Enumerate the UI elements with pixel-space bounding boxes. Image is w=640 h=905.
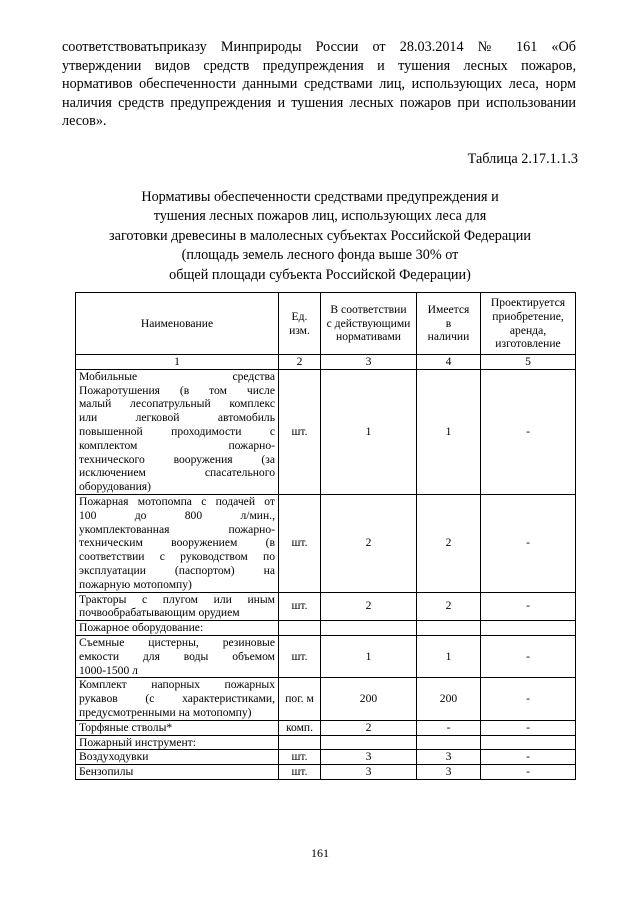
item-unit: пог. м	[279, 678, 321, 720]
item-name-line: укомплектованная пожарно-	[79, 522, 275, 536]
item-name-line: Пожарное оборудование:	[79, 621, 204, 635]
title-line: тушения лесных пожаров лиц, использующих леса для	[153, 208, 487, 225]
header-available-line: в	[445, 316, 452, 330]
item-unit: комп.	[279, 720, 321, 735]
column-number: 5	[481, 355, 576, 370]
table-row	[76, 678, 576, 720]
item-name-line: соответствии с руководством по	[79, 550, 275, 564]
item-unit	[279, 735, 321, 750]
intro-line: нормативов обеспеченности данными средствами лиц, использующих леса, норм	[62, 76, 576, 93]
item-name	[76, 720, 279, 735]
intro-line: утверждении видов средств предупреждения и тушения лесных пожаров,	[62, 57, 576, 74]
table-row	[76, 720, 576, 735]
item-name-line: Съемные цистерны, резиновые	[79, 635, 275, 649]
table-row	[76, 735, 576, 750]
column-number: 4	[417, 355, 481, 370]
item-name	[76, 621, 279, 636]
header-available-line: наличии	[427, 330, 470, 344]
item-unit	[279, 621, 321, 636]
title-line: общей площади субъекта Российской Федерации)	[169, 266, 471, 283]
item-planned: -	[481, 635, 576, 677]
item-name-line: 100 до 800 л/мин.,	[79, 508, 275, 522]
item-name-line: Тракторы с плугом или иным	[79, 592, 275, 606]
item-name-line: техническим вооружением (в	[79, 536, 275, 550]
item-available: 200	[417, 678, 481, 720]
header-norm-line: В соответствии	[330, 302, 407, 316]
item-available: 3	[417, 765, 481, 780]
intro-line: лесов».	[62, 113, 107, 130]
item-name-line: комплектом пожарно-	[79, 438, 275, 452]
item-planned	[481, 621, 576, 636]
header-row	[76, 293, 576, 355]
norms-table	[75, 292, 576, 780]
item-norm: 1	[321, 369, 417, 494]
intro-line: соответствоватьприказу Минприроды России от 28.03.2014 № 161 «Об	[62, 39, 576, 55]
item-available: 2	[417, 592, 481, 621]
item-name	[76, 750, 279, 765]
item-name-line: предусмотренными на мотопомпу)	[79, 705, 252, 719]
item-unit: шт.	[279, 494, 321, 592]
item-norm: 2	[321, 720, 417, 735]
column-number: 1	[76, 355, 279, 370]
item-name	[76, 678, 279, 720]
item-planned: -	[481, 750, 576, 765]
item-norm: 200	[321, 678, 417, 720]
item-name-line: Комплект напорных пожарных	[79, 678, 275, 692]
table-row	[76, 369, 576, 494]
item-name-line: Мобильные средства	[79, 369, 275, 383]
item-planned: -	[481, 494, 576, 592]
item-name-line: технического вооружения (за	[79, 452, 275, 466]
item-name-line: Пожаротушения (в том числе	[79, 383, 275, 397]
item-norm	[321, 621, 417, 636]
item-name-line: эксплуатации (паспортом) на	[79, 563, 275, 577]
item-name-line: Бензопилы	[79, 765, 134, 779]
item-unit: шт.	[279, 750, 321, 765]
header-norm	[321, 293, 417, 355]
item-norm: 3	[321, 750, 417, 765]
table-row	[76, 592, 576, 621]
header-name	[76, 293, 279, 355]
header-norm-line: с действующими	[326, 316, 411, 330]
title-line: Нормативы обеспеченности средствами предупреждения и	[141, 189, 499, 205]
item-name	[76, 635, 279, 677]
item-name	[76, 592, 279, 621]
item-available	[417, 735, 481, 750]
item-planned: -	[481, 678, 576, 720]
item-available: 1	[417, 635, 481, 677]
table-row	[76, 621, 576, 636]
item-available: 3	[417, 750, 481, 765]
table-number: Таблица 2.17.1.1.3	[467, 151, 578, 167]
item-norm: 3	[321, 765, 417, 780]
item-name	[76, 765, 279, 780]
header-planned-line: изготовление	[495, 337, 561, 351]
item-name	[76, 369, 279, 494]
table-row	[76, 765, 576, 780]
header-planned-line: Проектируется	[490, 295, 566, 309]
item-norm: 1	[321, 635, 417, 677]
item-available: -	[417, 720, 481, 735]
item-unit: шт.	[279, 765, 321, 780]
intro-line: наличия средств предупреждения и тушения лесных пожаров при использовании	[62, 94, 576, 111]
header-available-line: Имеется	[427, 302, 470, 316]
column-number: 2	[279, 355, 321, 370]
header-name-text: Наименование	[140, 316, 214, 330]
item-available: 2	[417, 494, 481, 592]
item-name-line: или легковой автомобиль	[79, 411, 275, 425]
column-number: 3	[321, 355, 417, 370]
item-available	[417, 621, 481, 636]
title-line: (площадь земель лесного фонда выше 30% от	[181, 247, 459, 264]
title-line: заготовки древесины в малолесных субъектах Российской Федерации	[109, 227, 531, 244]
table-body	[76, 369, 576, 779]
header-unit	[279, 293, 321, 355]
item-unit: шт.	[279, 369, 321, 494]
table-row	[76, 494, 576, 592]
item-norm: 2	[321, 592, 417, 621]
item-unit: шт.	[279, 592, 321, 621]
header-norm-line: нормативами	[335, 330, 401, 344]
table-row	[76, 750, 576, 765]
item-name-line: емкости для воды объемом	[79, 649, 275, 663]
item-available: 1	[417, 369, 481, 494]
item-norm: 2	[321, 494, 417, 592]
item-name-line: Торфяные стволы*	[79, 720, 173, 734]
item-planned: -	[481, 720, 576, 735]
header-available	[417, 293, 481, 355]
item-name-line: Пожарный инструмент:	[79, 735, 196, 749]
item-name	[76, 494, 279, 592]
item-name-line: оборудования)	[79, 480, 151, 494]
item-name-line: пожарную мотопомпу)	[79, 577, 192, 591]
item-name-line: повышенной проходимости с	[79, 424, 275, 438]
item-name-line: Пожарная мотопомпа с подачей от	[79, 494, 275, 508]
item-name-line: 1000-1500 л	[79, 663, 138, 677]
header-planned-line: аренда,	[509, 323, 547, 337]
item-name-line: почвообрабатывающим орудием	[79, 606, 240, 620]
intro-paragraph	[62, 38, 576, 131]
item-name	[76, 735, 279, 750]
item-planned: -	[481, 592, 576, 621]
header-planned-line: приобретение,	[492, 309, 564, 323]
page-number: 161	[311, 846, 329, 860]
item-planned: -	[481, 369, 576, 494]
table-row	[76, 635, 576, 677]
item-unit: шт.	[279, 635, 321, 677]
header-planned	[481, 293, 576, 355]
header-unit-line: Ед.	[291, 309, 308, 323]
item-name-line: Воздуходувки	[79, 750, 149, 764]
column-number-row	[76, 355, 576, 370]
header-unit-line: изм.	[289, 323, 310, 337]
item-name-line: исключением спасательного	[79, 466, 275, 480]
item-planned: -	[481, 765, 576, 780]
table-title	[62, 188, 578, 285]
item-norm	[321, 735, 417, 750]
item-name-line: рукавов (с характеристиками,	[79, 692, 275, 706]
item-planned	[481, 735, 576, 750]
item-name-line: малый лесопатрульный комплекс	[79, 397, 275, 411]
